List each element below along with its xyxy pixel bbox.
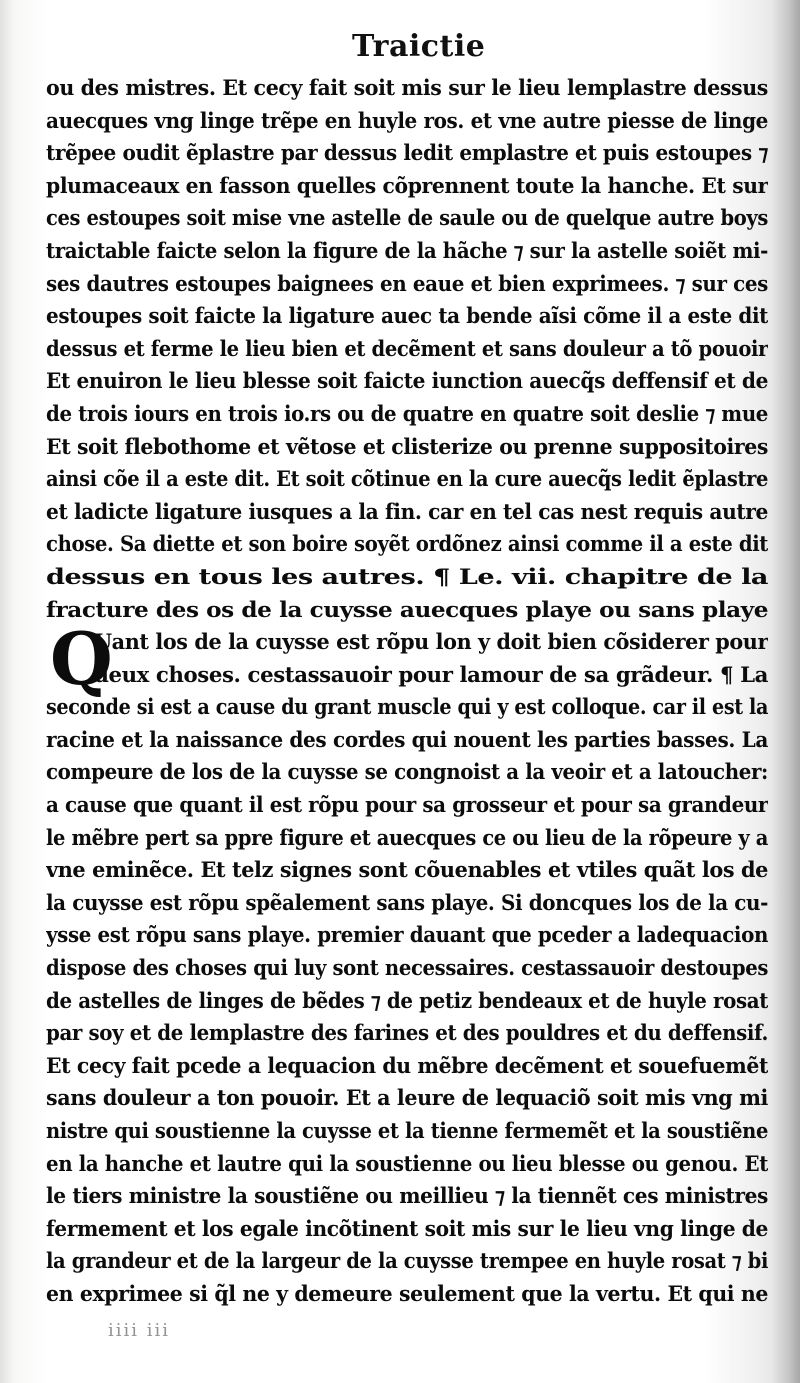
text-line: ses dautres estoupes baignees en eaue et bien exprimees. ⁊ sur ces (46, 270, 768, 296)
text-line: en la hanche et lautre qui la soustienne ou lieu blesse ou genou. Et (46, 1150, 768, 1176)
text-line: ces estoupes soit mise vne astelle de saule ou de quelque autre boys (46, 205, 768, 231)
text-line: ou des mistres. Et cecy fait soit mis sur le lieu lemplastre dessus (46, 75, 768, 100)
drop-cap: Q (50, 616, 113, 701)
text-block (46, 72, 768, 1311)
text-line: seconde si est a cause du grant muscle qui y est colloque. car il est la (46, 694, 768, 720)
chapter-heading-line: fracture des os de la cuysse auecques playe ou sans playe (46, 596, 768, 622)
text-line: Et soit flebothome et vẽtose et clisterize ou prenne suppositoires (46, 433, 768, 459)
text-line: la grandeur et de la largeur de la cuysse trempee en huyle rosat ⁊ bi (46, 1248, 768, 1274)
text-line: Et enuiron le lieu blesse soit faicte iunction auecq̃s deffensif et de (46, 368, 768, 394)
text-line: dessus et ferme le lieu bien et decẽment et sans douleur a tõ pouoir (46, 335, 768, 361)
text-line: estoupes soit faicte la ligature auec ta bende aĩsi cõme il a este dit (46, 303, 768, 329)
text-line: Et cecy fait pcede a lequacion du mẽbre decẽment et souefuemẽt (46, 1052, 768, 1078)
text-line: trẽpee oudit ẽplastre par dessus ledit emplastre et puis estoupes ⁊ (46, 140, 768, 166)
text-line: fermement et los egale incõtinent soit mis sur le lieu vng linge de (46, 1215, 768, 1241)
text-line: la cuysse est rõpu spẽalement sans playe. Si doncques los de la cu- (46, 889, 768, 915)
text-line: le mẽbre pert sa ppre figure et auecques ce ou lieu de la rõpeure y a (46, 824, 768, 850)
text-line: de astelles de linges de bẽdes ⁊ de petiz bendeaux et de huyle rosat (46, 987, 768, 1013)
chapter-heading-line: dessus en tous les autres. ¶ Le. vii. chapitre de la (46, 563, 768, 589)
text-line: traictable faicte selon la figure de la hãche ⁊ sur la astelle soiẽt mi- (46, 237, 768, 263)
text-line: ainsi cõe il a este dit. Et soit cõtinue en la cure auecq̃s ledit ẽplastre (46, 466, 768, 492)
text-line: le tiers ministre la soustiẽne ou meillieu ⁊ la tiennẽt ces ministres (46, 1183, 768, 1209)
page-binding-shadow (772, 0, 800, 1383)
text-line: et ladicte ligature iusques a la fin. car en tel cas nest requis autre (46, 498, 768, 524)
text-line: vne eminẽce. Et telz signes sont cõuenables et vtiles quãt los de (46, 857, 768, 883)
text-line: dispose des choses qui luy sont necessaires. cestassauoir destoupes (46, 955, 768, 981)
text-line: racine et la naissance des cordes qui nouent les parties basses. La (46, 726, 768, 752)
signature-mark: iiii iii (108, 1320, 171, 1341)
text-line: en exprimee si q̃l ne y demeure seulement que la vertu. Et qui ne (46, 1280, 768, 1306)
text-line: nistre qui soustienne la cuysse et la tienne fermemẽt et la soustiẽne (46, 1118, 768, 1143)
text-line: compeure de los de la cuysse se congnoist a la veoir et a latoucher: (46, 759, 768, 785)
text-line: a cause que quant il est rõpu pour sa grosseur et pour sa grandeur (46, 792, 768, 818)
text-line: plumaceaux en fasson quelles cõprennent toute la hanche. Et sur (46, 172, 768, 198)
text-line: sans douleur a ton pouoir. Et a leure de lequaciõ soit mis vng mi (46, 1085, 768, 1111)
text-line: deux choses. cestassauoir pour lamour de sa grãdeur. ¶ La (94, 661, 768, 687)
text-line: Uant los de la cuysse est rõpu lon y doit bien cõsiderer pour (94, 629, 768, 655)
page-left-edge (0, 0, 14, 1383)
running-head: Traictie (352, 29, 486, 64)
text-line: de trois iours en trois io.rs ou de quatre en quatre soit deslie ⁊ mue (46, 400, 768, 426)
text-line: par soy et de lemplastre des farines et des pouldres et du deffensif. (46, 1020, 768, 1046)
text-line: auecques vng linge trẽpe en huyle ros. et vne autre piesse de linge (46, 107, 768, 133)
text-line: ysse est rõpu sans playe. premier dauant que pceder a ladequacion (46, 922, 768, 948)
text-line: chose. Sa diette et son boire soyẽt ordõnez ainsi comme il a este dit (46, 531, 768, 557)
